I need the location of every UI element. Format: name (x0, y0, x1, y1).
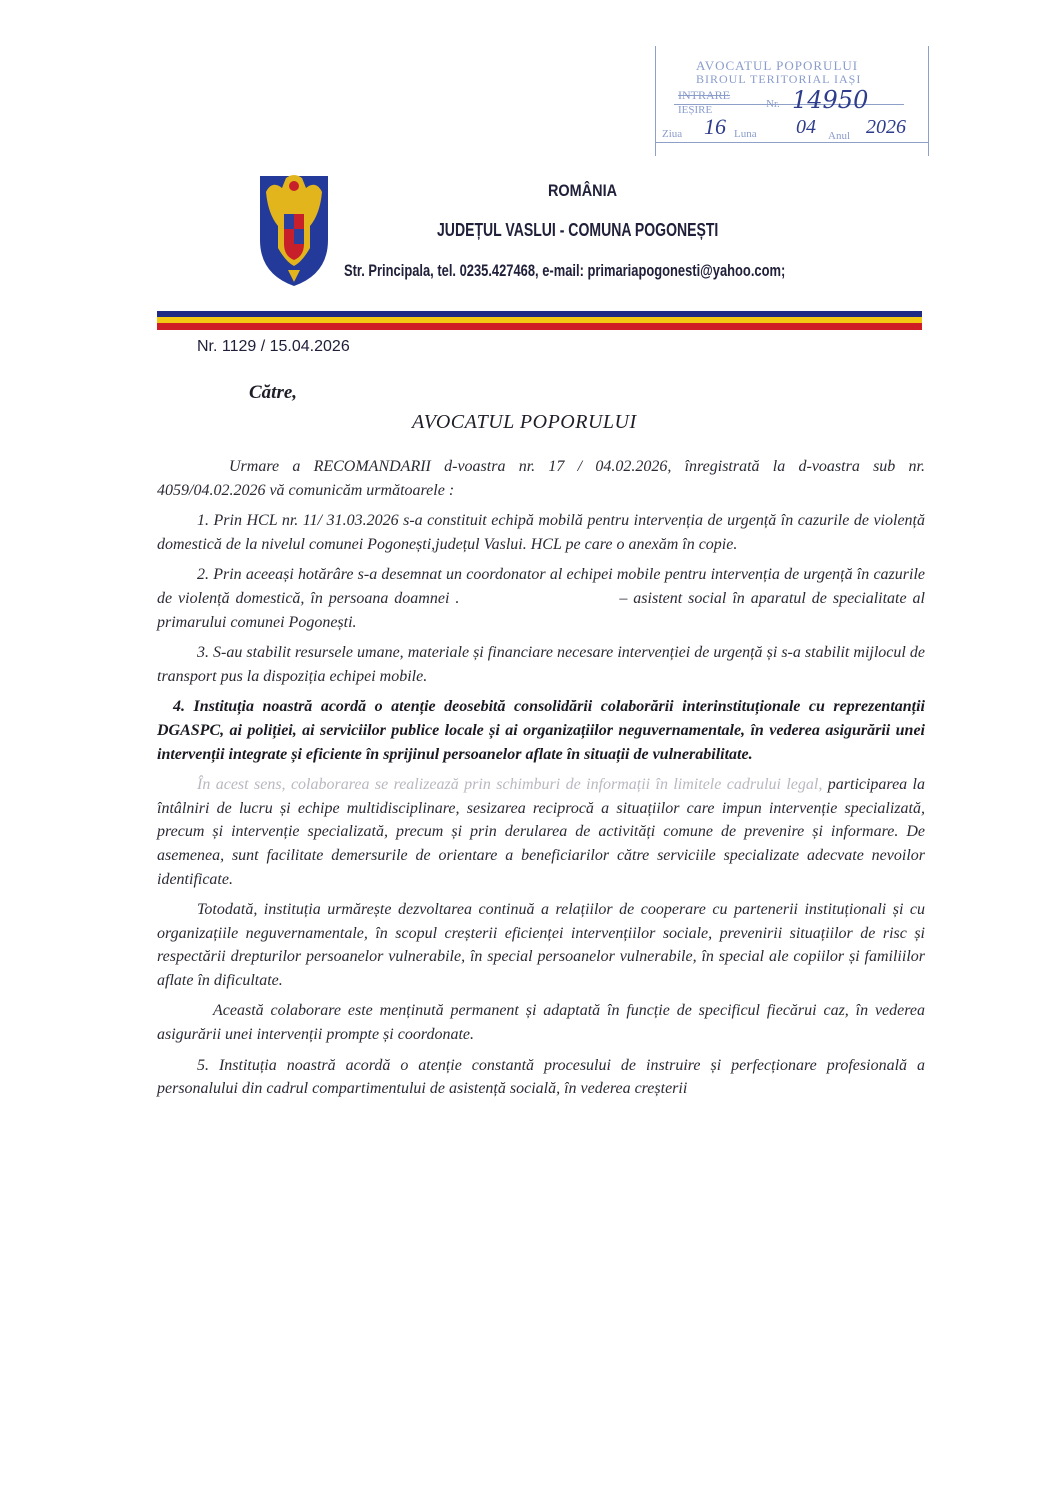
paragraph-7: Această colaborare este menținută permanent și adaptată în funcție de specificul fiecărui caz, în vederea asigurării unei intervenții prompte și coordonate. (157, 1002, 925, 1044)
paragraph-4: 4. Instituția noastră acordă o atenție deosebită consolidării colaborării interinstituționale cu reprezentanții DGASPC, ai poliției, ai serviciilor publice locale și ai organizațiilor neguvernamentale, în vederea asigurării unei intervenții integrate și eficiente în sprijinul persoanelor aflate în situații de vulnerabilitate. (157, 698, 925, 763)
paragraph-5-rest: participarea la întâlniri de lucru și echipe multidisciplinare, sesizarea reciprocă a situațiilor care impun intervenție specializată, precum și intervenție specializată, precum și prin derularea de activități comune de prevenire și informare. De asemenea, sunt facilitate demersurile de orientare a beneficiarilor către serviciile specializate adecvate nevoilor identificate. (157, 776, 926, 888)
tricolor-red (157, 323, 922, 330)
registration-number: Nr. 1129 / 15.04.2026 (197, 338, 350, 355)
paragraph-5-faded: În acest sens, colaborarea se realizează prin schimburi de informații în limitele cadrului legal, (197, 776, 823, 794)
stamp-intrare: INTRARE (678, 88, 730, 102)
header-country: ROMÂNIA (548, 181, 618, 200)
header-address: Str. Principala, tel. 0235.427468, e-mail: primariapogonesti@yahoo.com; (344, 261, 786, 280)
paragraph-2-part-a: 2. Prin aceeași hotărâre s-a desemnat un coordonator al echipei mobile pentru intervenția de urgență în cazurile de violență domestică, în persoana doamnei . (157, 566, 925, 607)
header-county: JUDEȚUL VASLUI - COMUNA POGONEȘTI (437, 220, 719, 240)
stamp-luna-label: Luna (734, 128, 757, 140)
registration-stamp (655, 46, 929, 156)
salutation: Către, (249, 382, 298, 403)
paragraph-5 (157, 773, 925, 891)
paragraph-6: Totodată, instituția urmărește dezvoltarea continuă a relațiilor de cooperare cu partenerii instituționali și cu organizațiile neguvernamentale, în scopul creșterii eficienței intervențiilor sociale, prevenirii situațiilor de risc și respectării drepturilor persoanelor vulnerabile, în special persoanelor vulnerabile, în special ale copiilor și familiilor aflate în dificultate. (157, 901, 925, 989)
stamp-ziua-label: Ziua (662, 128, 683, 140)
stamp-institution: AVOCATUL POPORULUI (696, 58, 859, 73)
stamp-ziua-value: 16 (704, 114, 726, 139)
paragraph-2-part-b: – asistent social în aparatul de specialitate al primarului comunei Pogonești. (157, 589, 925, 631)
paragraph-3: 3. S-au stabilit resursele umane, materiale și financiare necesare intervenției de urgență și s-a stabilit mijlocul de transport pus la dispoziția echipei mobile. (157, 644, 925, 685)
paragraph-8: 5. Instituția noastră acordă o atenție constantă procesului de instruire și perfecționare profesională a personalului din cadrul compartimentului de asistență socială, în vederea creșterii (157, 1056, 925, 1098)
paragraph-intro: Urmare a RECOMANDARII d-voastra nr. 17 / 04.02.2026, înregistrată la d-voastra sub nr. 4059/04.02.2026 vă comunicăm următoarele : (157, 458, 925, 499)
stamp-nr-value: 14950 (792, 86, 869, 114)
stamp-anul-label: Anul (828, 130, 850, 142)
stamp-luna-value: 04 (796, 116, 816, 138)
letter-body (157, 455, 925, 1108)
stamp-anul-value: 2026 (866, 116, 906, 138)
paragraph-1: 1. Prin HCL nr. 11/ 31.03.2026 s-a constituit echipă mobilă pentru intervenția de urgență în cazurile de violență domestică de la nivelul comunei Pogonești,județul Vaslui. HCL pe care o anexăm în copie. (157, 512, 925, 553)
stamp-rule (656, 142, 928, 143)
stamp-iesire: IEȘIRE (678, 104, 713, 116)
stamp-nr-label: Nr. (766, 98, 780, 110)
addressee: AVOCATUL POPORULUI (412, 411, 637, 433)
coat-of-arms-icon (258, 170, 330, 288)
paragraph-2 (157, 563, 925, 634)
stamp-office: BIROUL TERITORIAL IAȘI (696, 72, 862, 86)
